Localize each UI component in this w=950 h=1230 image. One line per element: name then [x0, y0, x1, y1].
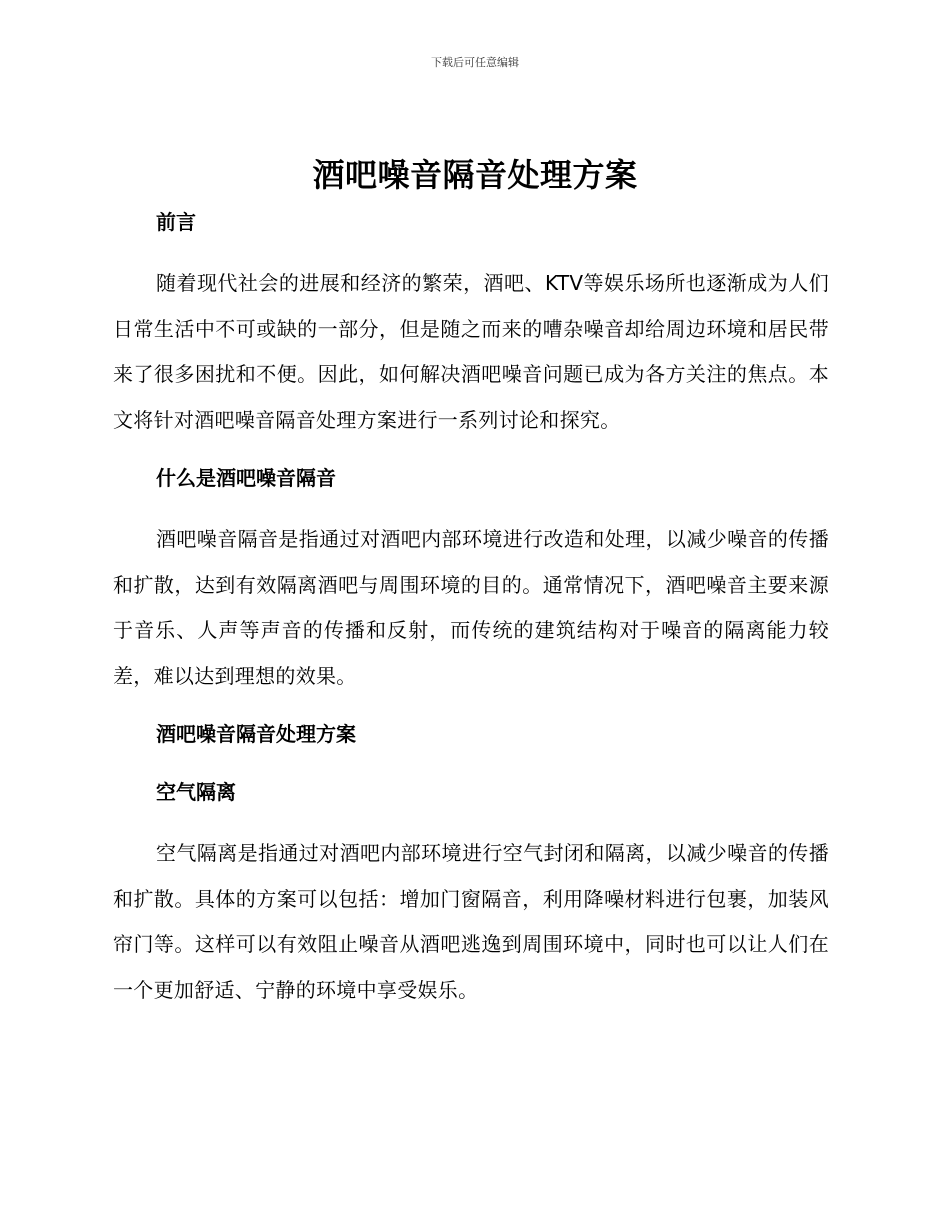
document-title: 酒吧噪音隔音处理方案 [312, 156, 638, 194]
paragraph-air-isolation: 空气隔离是指通过对酒吧内部环境进行空气封闭和隔离，以减少噪音的传播和扩散。具体的方案可以包括：增加门窗隔音，利用降噪材料进行包裹，加装风帘门等。这样可以有效阻止噪音从酒吧逃逸到周围环境中，同时也可以让人们在一个更加舒适、宁静的环境中享受娱乐。 [113, 841, 829, 1002]
paragraph-preface: 随着现代社会的进展和经济的繁荣，酒吧、KTV等娱乐场所也逐渐成为人们日常生活中不可或缺的一部分，但是随之而来的嘈杂噪音却给周边环境和居民带来了很多困扰和不便。因此，如何解决酒吧噪音问题已成为各方关注的焦点。本文将针对酒吧噪音隔音处理方案进行一系列讨论和探究。 [113, 271, 829, 432]
section-heading-what-is: 什么是酒吧噪音隔音 [156, 466, 336, 490]
section-heading-preface: 前言 [156, 210, 196, 234]
paragraph-what-is: 酒吧噪音隔音是指通过对酒吧内部环境进行改造和处理，以减少噪音的传播和扩散，达到有效隔离酒吧与周围环境的目的。通常情况下，酒吧噪音主要来源于音乐、人声等声音的传播和反射，而传统的建筑结构对于噪音的隔离能力较差，难以达到理想的效果。 [113, 527, 829, 688]
document-body [113, 207, 829, 1013]
subsection-heading-air-isolation: 空气隔离 [156, 780, 236, 804]
section-heading-plan: 酒吧噪音隔音处理方案 [156, 722, 356, 746]
page-header-note: 下载后可任意编辑 [431, 56, 519, 69]
